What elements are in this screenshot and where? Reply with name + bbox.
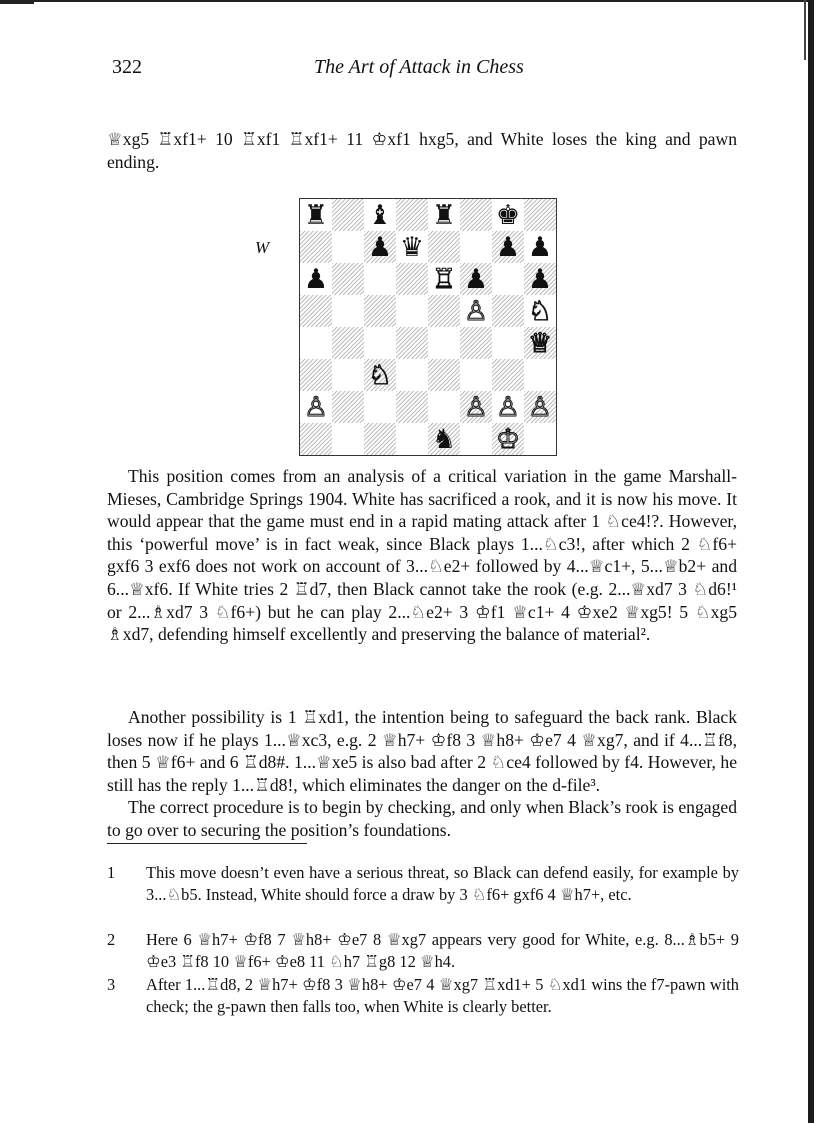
square-g8	[492, 199, 524, 231]
side-to-move-label: W	[255, 238, 270, 257]
footnote-number: 2	[107, 930, 116, 949]
square-f1	[460, 423, 492, 455]
square-b5	[332, 295, 364, 327]
square-e4	[428, 327, 460, 359]
square-a1	[300, 423, 332, 455]
square-e6	[428, 263, 460, 295]
square-f5	[460, 295, 492, 327]
black-knight-icon: ♞	[431, 423, 457, 455]
black-pawn-icon: ♟	[527, 263, 553, 295]
square-e7	[428, 231, 460, 263]
scan-edge-right	[808, 0, 814, 1123]
black-pawn-icon: ♟	[367, 231, 393, 263]
black-king-icon: ♚	[495, 199, 521, 231]
square-d6	[396, 263, 428, 295]
square-b2	[332, 391, 364, 423]
square-h3	[524, 359, 556, 391]
square-b4	[332, 327, 364, 359]
paragraph-conclusion: The correct procedure is to begin by checking, and only when Black’s rook is engaged to go over to securing the position’s foundations.	[107, 797, 737, 840]
square-a6	[300, 263, 332, 295]
white-pawn-icon: ♙	[495, 391, 521, 423]
square-d4	[396, 327, 428, 359]
square-f7	[460, 231, 492, 263]
square-f4	[460, 327, 492, 359]
square-e2	[428, 391, 460, 423]
square-e3	[428, 359, 460, 391]
black-rook-icon: ♜	[303, 199, 329, 231]
black-pawn-icon: ♟	[303, 263, 329, 295]
square-e8	[428, 199, 460, 231]
paragraph-continuation: ♕xg5 ♖xf1+ 10 ♖xf1 ♖xf1+ 11 ♔xf1 hxg5, and White loses the king and pawn ending.	[107, 129, 737, 172]
square-d5	[396, 295, 428, 327]
square-g7	[492, 231, 524, 263]
page-number: 322	[112, 56, 142, 78]
square-b6	[332, 263, 364, 295]
running-title: The Art of Attack in Chess	[314, 56, 524, 78]
square-f3	[460, 359, 492, 391]
black-pawn-icon: ♟	[463, 263, 489, 295]
footnote-text: Here 6 ♕h7+ ♔f8 7 ♕h8+ ♔e7 8 ♕xg7 appears very good for White, e.g. 8...♗b5+ 9 ♔e3 ♖f8 10 ♕f6+ ♔e8 11 ♘h7 ♖g8 12 ♕h4.	[146, 930, 739, 971]
white-knight-icon: ♘	[367, 359, 393, 391]
square-b3	[332, 359, 364, 391]
square-e5	[428, 295, 460, 327]
square-d3	[396, 359, 428, 391]
square-a3	[300, 359, 332, 391]
paragraph-alternative: Another possibility is 1 ♖xd1, the intention being to safeguard the back rank. Black loses now if he plays 1...♕xc3, e.g. 2 ♕h7+ ♔f8 3 ♕h8+ ♔e7 4 ♕xg7, and if 4...♖f8, then 5 ♕f6+ and 6 ♖d8#. 1...♕xe5 is also bad after 2 ♘ce4 followed by f4. However, he still has the reply 1...♖d8!, which eliminates the danger on the d-file³.	[107, 707, 737, 795]
square-f6	[460, 263, 492, 295]
black-rook-icon: ♜	[431, 199, 457, 231]
white-pawn-icon: ♙	[463, 295, 489, 327]
square-c4	[364, 327, 396, 359]
square-f8	[460, 199, 492, 231]
square-c6	[364, 263, 396, 295]
black-bishop-icon: ♝	[367, 199, 393, 231]
black-pawn-icon: ♟	[495, 231, 521, 263]
white-rook-icon: ♖	[431, 263, 457, 295]
footnote-rule	[107, 843, 307, 844]
square-b1	[332, 423, 364, 455]
square-d8	[396, 199, 428, 231]
footnote-number: 1	[107, 863, 116, 882]
footnote-3	[107, 974, 739, 1017]
square-a8	[300, 199, 332, 231]
square-g5	[492, 295, 524, 327]
square-c8	[364, 199, 396, 231]
square-h1	[524, 423, 556, 455]
black-pawn-icon: ♟	[527, 231, 553, 263]
white-queen-icon: ♕	[527, 327, 553, 359]
white-pawn-icon: ♙	[527, 391, 553, 423]
square-g4	[492, 327, 524, 359]
square-e1	[428, 423, 460, 455]
white-king-icon: ♔	[495, 423, 521, 455]
square-h6	[524, 263, 556, 295]
square-c5	[364, 295, 396, 327]
square-g6	[492, 263, 524, 295]
square-d2	[396, 391, 428, 423]
white-pawn-icon: ♙	[463, 391, 489, 423]
footnote-2	[107, 929, 739, 972]
square-b7	[332, 231, 364, 263]
square-f2	[460, 391, 492, 423]
white-pawn-icon: ♙	[303, 391, 329, 423]
scan-edge-left	[0, 0, 34, 4]
square-a5	[300, 295, 332, 327]
square-g1	[492, 423, 524, 455]
square-c1	[364, 423, 396, 455]
square-a2	[300, 391, 332, 423]
square-g2	[492, 391, 524, 423]
footnote-text: This move doesn’t even have a serious threat, so Black can defend easily, for example by 3...♘b5. Instead, White should force a draw by 3 ♘f6+ gxf6 4 ♕h7+, etc.	[146, 863, 739, 904]
square-b8	[332, 199, 364, 231]
square-h7	[524, 231, 556, 263]
white-knight-icon: ♘	[527, 295, 553, 327]
chess-diagram	[299, 198, 557, 456]
square-c2	[364, 391, 396, 423]
footnote-1	[107, 862, 739, 905]
scan-edge-right-inner	[804, 0, 806, 60]
footnote-number: 3	[107, 975, 116, 994]
footnote-text: After 1...♖d8, 2 ♕h7+ ♔f8 3 ♕h8+ ♔e7 4 ♕xg7 ♖xd1+ 5 ♘xd1 wins the f7-pawn with check; the g-pawn then falls too, when White is clearly better.	[146, 975, 739, 1016]
square-a4	[300, 327, 332, 359]
paragraph-analysis: This position comes from an analysis of a critical variation in the game Marshall-Mieses, Cambridge Springs 1904. White has sacrificed a rook, and it is now his move. It would appear that the game must end in a rapid mating attack after 1 ♘ce4!?. However, this ‘powerful move’ is in fact weak, since Black plays 1...♘c3!, after which 2 ♘f6+ gxf6 3 exf6 does not work on account of 3...♘e2+ followed by 4...♕c1+, 5...♕b2+ and 6...♕xf6. If White tries 2 ♖d7, then Black cannot take the rook (e.g. 2...♕xd7 3 ♘d6!¹ or 2...♗xd7 3 ♘f6+) but he can play 2...♘e2+ 3 ♔f1 ♕c1+ 4 ♔xe2 ♕xg5! 5 ♘xg5 ♗xd7, defending himself excellently and preserving the balance of material².	[107, 466, 737, 645]
square-d7	[396, 231, 428, 263]
square-h8	[524, 199, 556, 231]
page-top-rule	[0, 0, 810, 2]
square-c7	[364, 231, 396, 263]
square-g3	[492, 359, 524, 391]
square-c3	[364, 359, 396, 391]
square-a7	[300, 231, 332, 263]
square-d1	[396, 423, 428, 455]
square-h2	[524, 391, 556, 423]
square-h4	[524, 327, 556, 359]
square-h5	[524, 295, 556, 327]
black-queen-icon: ♛	[399, 231, 425, 263]
